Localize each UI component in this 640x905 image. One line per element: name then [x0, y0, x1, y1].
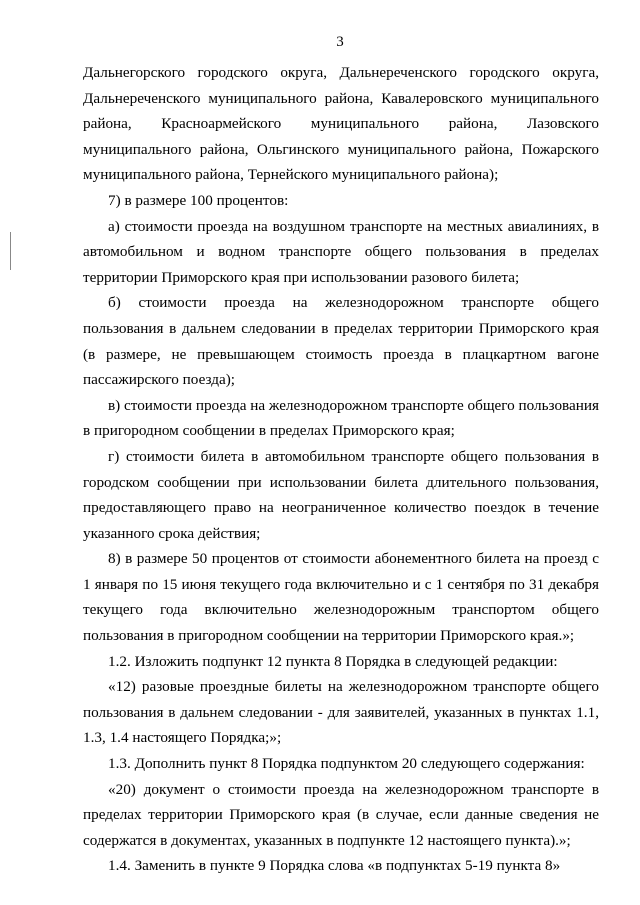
- paragraph-1-2: 1.2. Изложить подпункт 12 пункта 8 Порядка в следующей редакции:: [108, 652, 558, 670]
- paragraph-item-7g: г) стоимости билета в автомобильном транспорте общего пользования в городском сообщении при использовании билета длительного пользования, предоставляющего право на неограниченное количество поездок в течение указанного срока действия;: [83, 447, 599, 542]
- scan-margin-mark: [10, 232, 11, 270]
- paragraph-subitem-12: «12) разовые проездные билеты на железнодорожном транспорте общего пользования в дальнем следовании - для заявителей, указанных в пунктах 1.1, 1.3, 1.4 настоящего Порядка;»;: [83, 678, 599, 747]
- paragraph-1-3: 1.3. Дополнить пункт 8 Порядка подпунктом 20 следующего содержания:: [108, 755, 585, 773]
- paragraph-item-7b: б) стоимости проезда на железнодорожном транспорте общего пользования в дальнем следовании в пределах территории Приморского края (в размере, не превышающем стоимость проезда в плацкартном вагоне пассажирского поезда);: [83, 294, 599, 389]
- paragraph-item-8: 8) в размере 50 процентов от стоимости абонементного билета на проезд с 1 января по 15 июня текущего года включительно и с 1 сентября по 31 декабря текущего года включительно железнодорожным транспортом общего пользования в пригородном сообщении на территории Приморского края.»;: [83, 550, 599, 645]
- document-body: [83, 60, 599, 879]
- paragraph-subitem-20: «20) документ о стоимости проезда на железнодорожном транспорте в пределах территории Приморского края (в случае, если данные сведения не содержатся в документах, указанных в подпункте 12 настоящего пункта).»;: [83, 780, 599, 849]
- paragraph-districts: Дальнегорского городского округа, Дальнереченского городского округа, Дальнереченского муниципального района, Кавалеровского муниципального района, Красноармейского муниципального района, Лазовского муниципального района, Ольгинского муниципального района, Пожарского муниципального района, Тернейского муниципального района);: [83, 64, 599, 184]
- paragraph-item-7: 7) в размере 100 процентов:: [108, 191, 289, 209]
- page-number: 3: [336, 34, 344, 50]
- paragraph-1-4: 1.4. Заменить в пункте 9 Порядка слова «в подпунктах 5-19 пункта 8»: [108, 857, 561, 875]
- paragraph-item-7v: в) стоимости проезда на железнодорожном транспорте общего пользования в пригородном сообщении в пределах Приморского края;: [83, 396, 599, 440]
- paragraph-item-7a: а) стоимости проезда на воздушном транспорте на местных авиалиниях, в автомобильном и водном транспорте общего пользования в пределах территории Приморского края при использовании разового билета;: [83, 217, 599, 286]
